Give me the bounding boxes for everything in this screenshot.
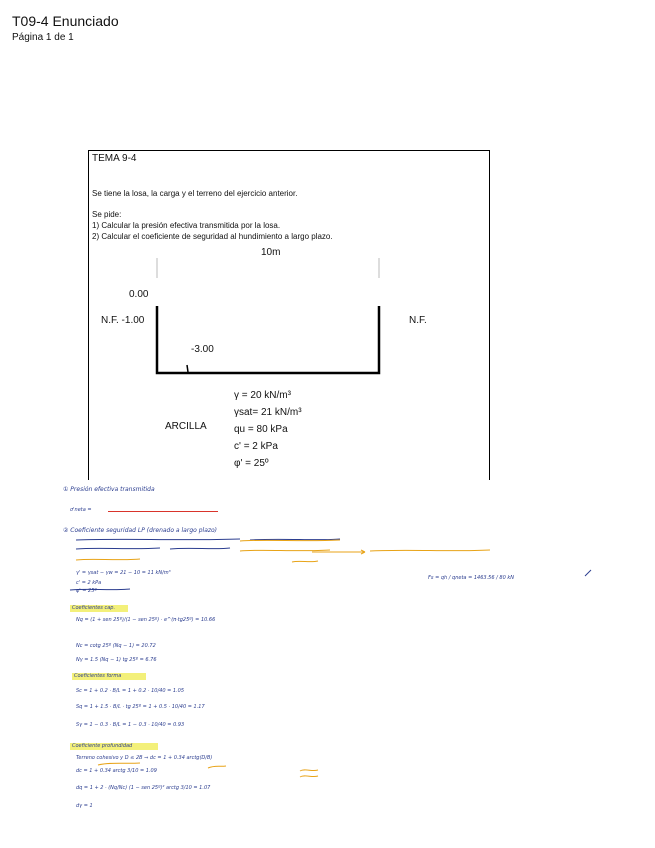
- param-gamma: γ = 20 kN/m³: [234, 390, 291, 401]
- problem-title: TEMA 9-4: [92, 153, 137, 164]
- note-11: Nq = (1 + sen 25º)/(1 − sen 25º) · e^(π·tg25º) = 10.66: [76, 617, 216, 623]
- slab-diagram: [89, 246, 489, 476]
- section-coef-cap: Coeficientes cap.: [72, 605, 116, 611]
- note-9: φ' = 25º: [76, 588, 97, 594]
- note-18: dc = 1 + 0.34 arctg 3/10 = 1.09: [76, 768, 157, 774]
- section-coef-prof: Coeficiente profundidad: [72, 743, 133, 749]
- problem-item-2: 2) Calcular el coeficiente de seguridad al hundimiento a largo plazo.: [92, 232, 333, 241]
- param-phi: φ' = 25º: [234, 458, 269, 469]
- param-cohesion: c' = 2 kPa: [234, 441, 278, 452]
- note-17: Terreno cohesivo y D ≤ 2B ⇒ dc = 1 + 0.34 arctg(D/B): [76, 755, 213, 761]
- problem-asks: Se pide:: [92, 210, 122, 219]
- note-15: Sq = 1 + 1.5 · B/L · tg 25º = 1 + 0.5 · 10/40 = 1.17: [76, 704, 205, 710]
- level-top: 0.00: [129, 289, 149, 300]
- section-coef-forma: Coeficientes forma: [74, 673, 122, 679]
- note-1: ① Presión efectiva transmitida: [63, 486, 155, 493]
- note-16: Sγ = 1 − 0.3 · B/L = 1 − 0.3 · 10/40 = 0.93: [76, 722, 185, 728]
- problem-item-1: 1) Calcular la presión efectiva transmitida por la losa.: [92, 221, 281, 230]
- note-10: Fs = qh / qneta = 1463.56 / 80 kN: [428, 575, 514, 581]
- note-2: σ'neta =: [70, 507, 92, 513]
- nf-left: N.F. -1.00: [101, 315, 145, 326]
- problem-intro: Se tiene la losa, la carga y el terreno del ejercicio anterior.: [92, 189, 298, 198]
- param-gamma-sat: γsat= 21 kN/m³: [234, 407, 302, 418]
- problem-statement: [88, 150, 490, 480]
- level-bottom: -3.00: [191, 344, 214, 355]
- page-number: Página 1 de 1: [12, 32, 74, 43]
- note-7: γ' = γsat − γw = 21 − 10 = 11 kN/m³: [76, 570, 171, 576]
- width-label: 10m: [261, 247, 281, 258]
- note-8: c' = 2 kPa: [76, 580, 102, 586]
- nf-right: N.F.: [409, 315, 427, 326]
- note-19: dq = 1 + 2 · (Nq/Nc) (1 − sen 25º)² arctg 3/10 = 1.07: [76, 785, 211, 791]
- excavation-outline: [157, 306, 379, 373]
- note-3: ② Coeficiente seguridad LP (drenado a largo plazo): [63, 527, 218, 534]
- red-underline: [108, 511, 218, 512]
- note-13: Nγ = 1.5 (Nq − 1) tg 25º = 6.76: [76, 657, 157, 663]
- note-12: Nc = cotg 25º (Nq − 1) = 20.72: [76, 643, 156, 649]
- param-qu: qu = 80 kPa: [234, 424, 288, 435]
- note-14: Sc = 1 + 0.2 · B/L = 1 + 0.2 · 10/40 = 1.05: [76, 688, 185, 694]
- note-20: dγ = 1: [76, 803, 93, 809]
- soil-label: ARCILLA: [165, 421, 207, 432]
- page-title: T09-4 Enunciado: [12, 13, 119, 29]
- level-mark: [187, 365, 188, 372]
